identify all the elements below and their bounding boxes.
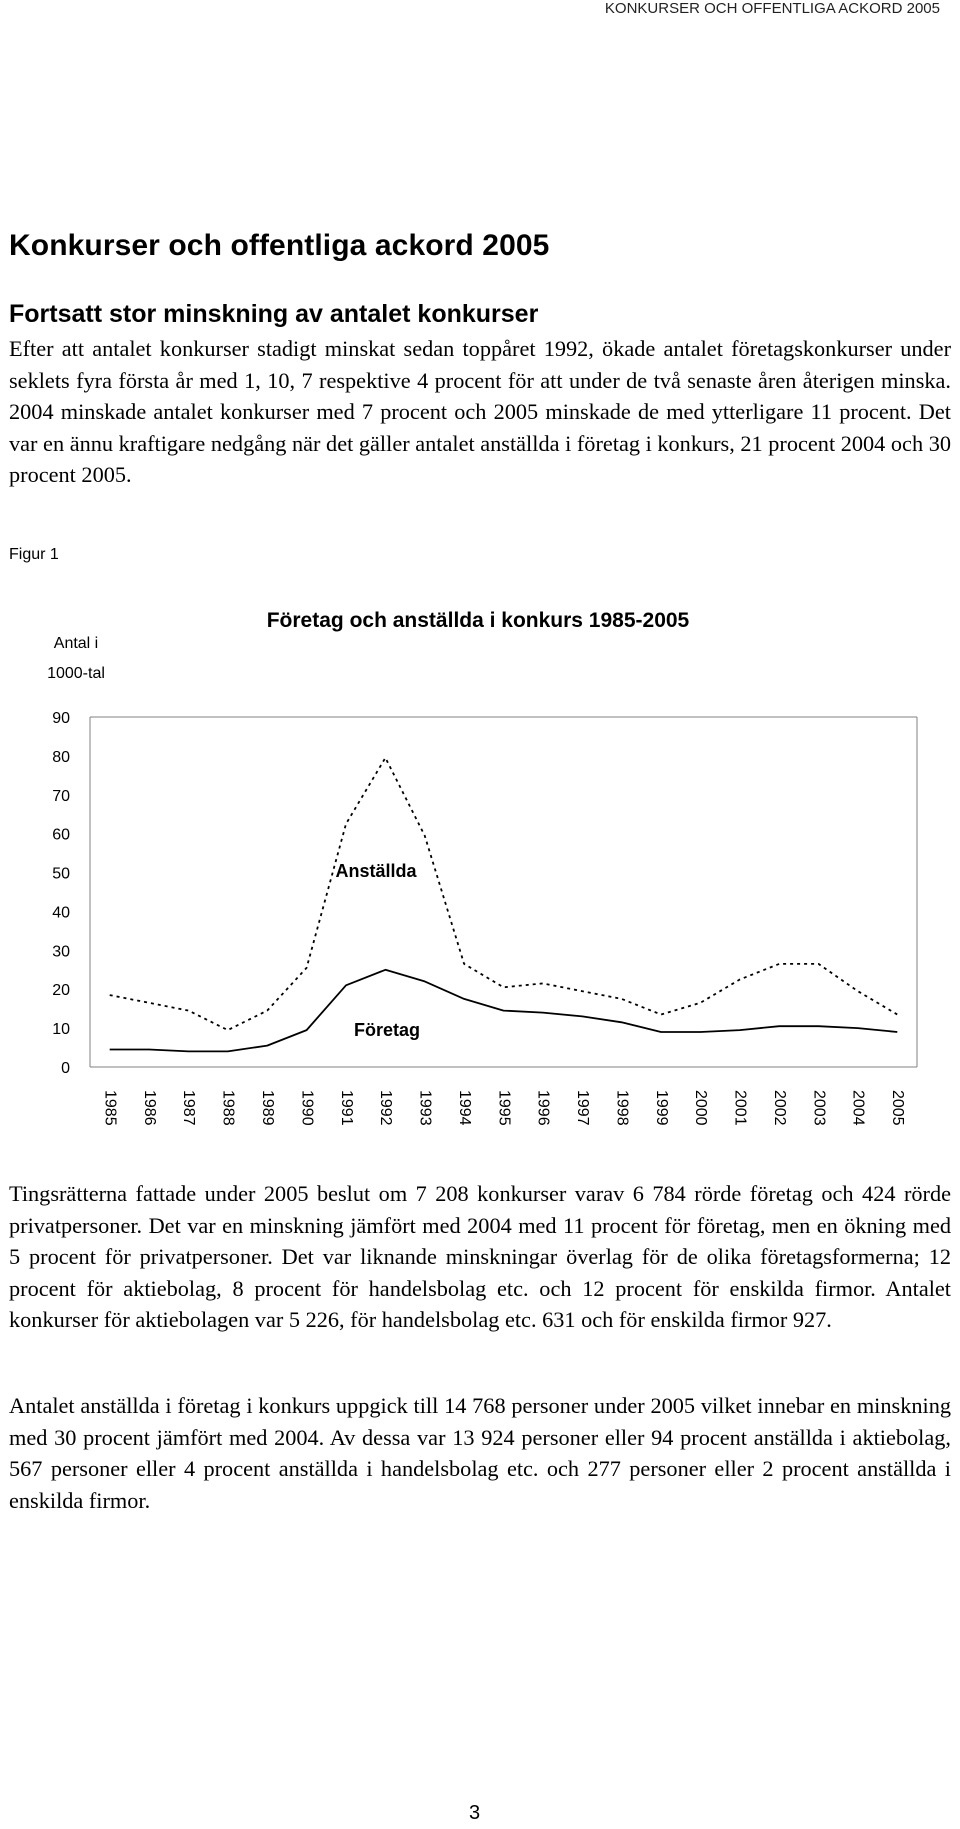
x-tick-label: 1986 (140, 1090, 158, 1126)
x-tick-label: 2003 (810, 1090, 828, 1126)
x-tick-label: 1999 (652, 1090, 670, 1126)
body-paragraph-employees: Antalet anställda i företag i konkurs uppgick till 14 768 personer under 2005 vilket innebar en minskning med 30 procent jämfört med 2004. Av dessa var 13 924 personer eller 94 procent anställda i aktiebolag, 567 personer eller 4 procent anställda i handelsbolag etc. och 277 personer eller 2 procent anställda i enskilda firmor. (9, 1393, 951, 1513)
x-tick-label: 2001 (731, 1090, 749, 1126)
x-tick-label: 1985 (101, 1090, 119, 1126)
x-tick-label: 1994 (455, 1090, 473, 1126)
series-label-anstallda: Anställda (335, 861, 417, 881)
page-number: 3 (469, 1802, 481, 1824)
x-tick-label: 1990 (298, 1090, 316, 1126)
series-line-foretag (110, 970, 898, 1052)
body-paragraph-intro: Efter att antalet konkurser stadigt minskat sedan toppåret 1992, ökade antalet företagskonkurser under seklets fyra första år med 1, 10, 7 respektive 4 procent för att under de två senaste åren återigen minska. 2004 minskade antalet konkurser med 7 procent och 2005 minskade de med ytterligare 11 procent. Det var en ännu kraftigare nedgång när det gäller antalet anställda i företag i konkurs, 21 procent 2004 och 30 procent 2005. (9, 336, 951, 487)
y-tick-label: 90 (52, 710, 70, 727)
x-tick-label: 1987 (180, 1090, 198, 1126)
x-tick-label: 1997 (574, 1090, 592, 1126)
x-tick-label: 2002 (770, 1090, 788, 1126)
chart-title: Företag och anställda i konkurs 1985-2005 (266, 609, 690, 632)
y-tick-label: 80 (52, 748, 70, 766)
x-tick-label: 1998 (613, 1090, 631, 1126)
series-label-foretag: Företag (353, 1020, 421, 1040)
y-tick-label: 10 (52, 1021, 70, 1039)
y-axis-label: Antal i (53, 635, 99, 652)
body-paragraph-decisions: Tingsrätterna fattade under 2005 beslut om 7 208 konkurser varav 6 784 rörde företag och 424 rörde privatpersoner. Det var en minskning jämfört med 2004 med 11 procent för företag, men en ökning med 5 procent för privatpersoner. Det var liknande minskningar överlag för de olika företagsformerna; 12 procent för aktiebolag, 8 procent för handelsbolag etc. och 12 procent för enskilda firmor. Antalet konkurser för aktiebolagen var 5 226, för handelsbolag etc. 631 och för enskilda firmor 927. (9, 1181, 951, 1332)
series-line-anstallda (110, 758, 898, 1030)
y-tick-label: 50 (52, 865, 70, 883)
y-axis-label: 1000-tal (47, 665, 105, 682)
x-tick-label: 2004 (849, 1090, 867, 1126)
x-tick-label: 1992 (377, 1090, 395, 1126)
x-tick-label: 1988 (219, 1090, 237, 1126)
section-heading: Fortsatt stor minskning av antalet konkurser (9, 300, 539, 328)
running-header: KONKURSER OCH OFFENTLIGA ACKORD 2005 (604, 0, 940, 17)
y-tick-label: 60 (52, 826, 70, 844)
page-title: Konkurser och offentliga ackord 2005 (9, 229, 550, 262)
x-tick-label: 1993 (416, 1090, 434, 1126)
line-chart (0, 590, 960, 1150)
x-tick-label: 1996 (534, 1090, 552, 1126)
y-tick-label: 70 (52, 787, 70, 805)
y-tick-label: 0 (61, 1060, 70, 1077)
x-tick-label: 2000 (692, 1090, 710, 1126)
y-tick-label: 20 (52, 982, 70, 1000)
y-tick-label: 30 (52, 943, 70, 961)
x-tick-label: 1995 (495, 1090, 513, 1126)
y-tick-label: 40 (52, 904, 70, 922)
x-tick-label: 1991 (337, 1090, 355, 1126)
figure-label: Figur 1 (9, 546, 59, 563)
x-tick-label: 2005 (889, 1090, 907, 1126)
x-tick-label: 1989 (258, 1090, 276, 1126)
